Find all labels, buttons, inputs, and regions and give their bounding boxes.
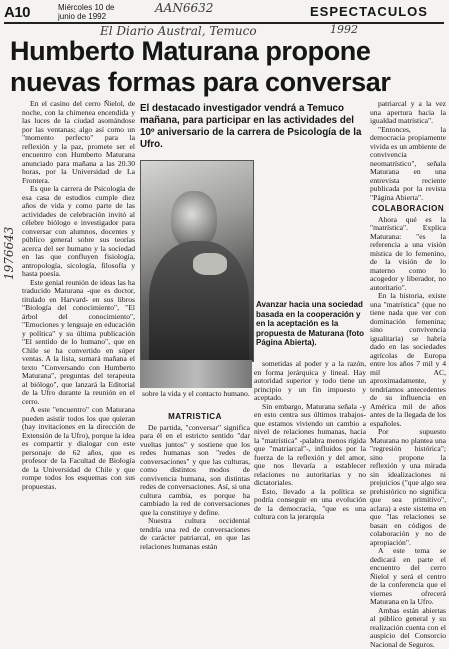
col2-lead-in: sobre la vida y el contacto humano. [142, 390, 252, 399]
handwritten-source: El Diario Austral, Temuco [100, 24, 257, 38]
column-3 [254, 360, 366, 598]
col4-paragraph: Ambas están abiertas al público general y su realización cuenta con el auspicio del Consorcio Nacional de Seguros. [370, 607, 446, 649]
headline: Humberto Maturana propone nuevas formas para conversar [10, 36, 440, 98]
date-line-1: Miércoles 10 de [58, 3, 114, 12]
section-name: ESPECTACULOS [310, 4, 428, 19]
handwritten-archive-code: AAN6632 [155, 1, 213, 15]
photo-lower-strip [140, 360, 252, 388]
date-line-2: junio de 1992 [58, 12, 114, 21]
col3-paragraph: Esto, llevado a la política se podría conseguir en una evolución de la democracia, "que es una cultura con la jerarquía [254, 488, 366, 522]
photo-hand [193, 253, 227, 275]
col4-paragraph: "Entonces, la democracia propiamente vivida es un ambiente de convivencia neomatrístico", señala Maturana en una entrevista reciente publicada por la revista "Página Abierta". [370, 126, 446, 203]
column-4 [370, 100, 446, 598]
col4-paragraph: A este tema se dedicará en parte el encuentro del cerro Ñielol y será el centro de la conferencia que el viernes ofrecerá Maturana en la Ufro. [370, 547, 446, 607]
photo-caption: Avanzar hacia una sociedad basada en la cooperación y en la aceptación es la propuesta de Maturana (foto Página Abierta). [256, 300, 364, 348]
page-number: A10 [4, 4, 30, 21]
col1-paragraph: Este genial reunión de ideas las ha traducido Maturana -que es doctor, titulado en Harvard- en sus libros "Biología del conocimiento", "El árbol del conocimiento", "Emociones y lenguaje en educación y política" y su última publicación "El sentido de lo humano", que en Chile se ha convertido en súper ventas. A la lista, sumará mañana el texto "Conversando con Humberto Maturana", preguntas del terapeuta al biólogo", que lanzará la Editorial de la Ufro durante la reunión en el cerro. [22, 279, 135, 407]
subheading-colaboracion: COLABORACION [370, 205, 446, 214]
col4-paragraph: Ahora qué es la "matrística". Explica Maturana: "es la referencia a una visión mística de lo femenino, de la visión de lo materno como lo acogedor y liberador, no autoritario". [370, 216, 446, 293]
col4-paragraph: En la historia, existe una "matrística" (que no tiene nada que ver con dominación femenina; sino convivencia igualitaria) se habría dado en las sociedades agrícolas de Europa entre los años 7 mil y 4 mil AC, aproximadamente, y tendríamos antecedentes de su influencia en América mil de años antes de la llegada de los españoles. [370, 292, 446, 428]
col2-paragraph: Nuestra cultura occidental tendría una red de conversaciones de carácter patriarcal, en que las relaciones humanas están [140, 517, 250, 551]
issue-date [58, 3, 114, 21]
column-2 [140, 410, 250, 598]
col1-paragraph: Es que la carrera de Psicología de esa casa de estudios cumple diez años de vida y como parte de las actividades de celebración invitó al célebre biólogo e investigador para conversar con alumnos, docentes y público general sobre sus teorías acerca del ser humano y la sociedad en las que confluyen fisiología, antropología, sicología, filosofía y hasta poesía. [22, 185, 135, 279]
subheading-matristica: MATRISTICA [140, 413, 250, 422]
maturana-photo [140, 160, 254, 362]
lead-paragraph: El destacado investigador vendrá a Temuco mañana, para participar en las actividades del 10º aniversario de la carrera de Psicología de la Ufro. [140, 103, 370, 151]
col3-paragraph: sometidas al poder y a la razón, en forma jerárquica y lineal. Hay autoridad superior y todo tiene un principio y un fin impuesto y aceptado. [254, 360, 366, 403]
col4-paragraph: patriarcal y a la vez una apertura hacia la igualdad matrística". [370, 100, 446, 126]
col3-paragraph: Sin embargo, Maturana señala -y en esto centra sus últimos trabajos- que estamos viviendo un cambio a nivel de relaciones humanas, hacia la "matrística" -palabra menos rígida que "matriarcal"-, influidos por la fuerza de la reflexión y del amor, que nos llevaría a establecer relaciones no autoritarias y no dictatoriales. [254, 403, 366, 488]
handwritten-year: 1992 [330, 23, 358, 36]
col2-paragraph: De partida, "conversar" significa para él en el estricto sentido "dar vueltas juntos" y sostiene que los redes humanas son "redes de conversaciones" y que las culturas, como distintos modos de convivencia humana, son distintas redes de conversaciones. Así, si una cultura cambia, es porque ha cambiado la red de conversaciones que la constituye y define. [140, 424, 250, 518]
col1-paragraph: En el casino del cerro Ñielol, de noche, con la chimenea encendida y las luces de la ciudad asomándose por las ventanas; algo así como un "momento perfecto" para la reflexión y la paz, promete ser el encuentro con Humberto Maturana anunciado para mañana a las 20.30 horas, por la Universidad de La Frontera. [22, 100, 135, 185]
col4-paragraph: Por supuesto Maturana no plantea una "regresión histórica"; sino propone la reflexión y una mirada sin idealizaciones ni prejuicios ("que algo sea prehistórico no significa que sea primitivo", aclara) a este sistema en que "las relaciones se basan en códigos de colaboración y no de apropiación". [370, 428, 446, 547]
column-1 [22, 100, 135, 598]
col1-paragraph: A este "encuentro" con Maturana pueden asistir todos los que quieran (hay invitaciones en la dirección de Extensión de la Ufro), porque la idea es compartir y dialogar con este personaje de 62 años, que es profesor de la Facultad de Biología de la Universidad de Chile y que rompe todos los esquemas con sus propuestas. [22, 406, 135, 491]
handwritten-side-note: 1976643 [2, 170, 22, 280]
